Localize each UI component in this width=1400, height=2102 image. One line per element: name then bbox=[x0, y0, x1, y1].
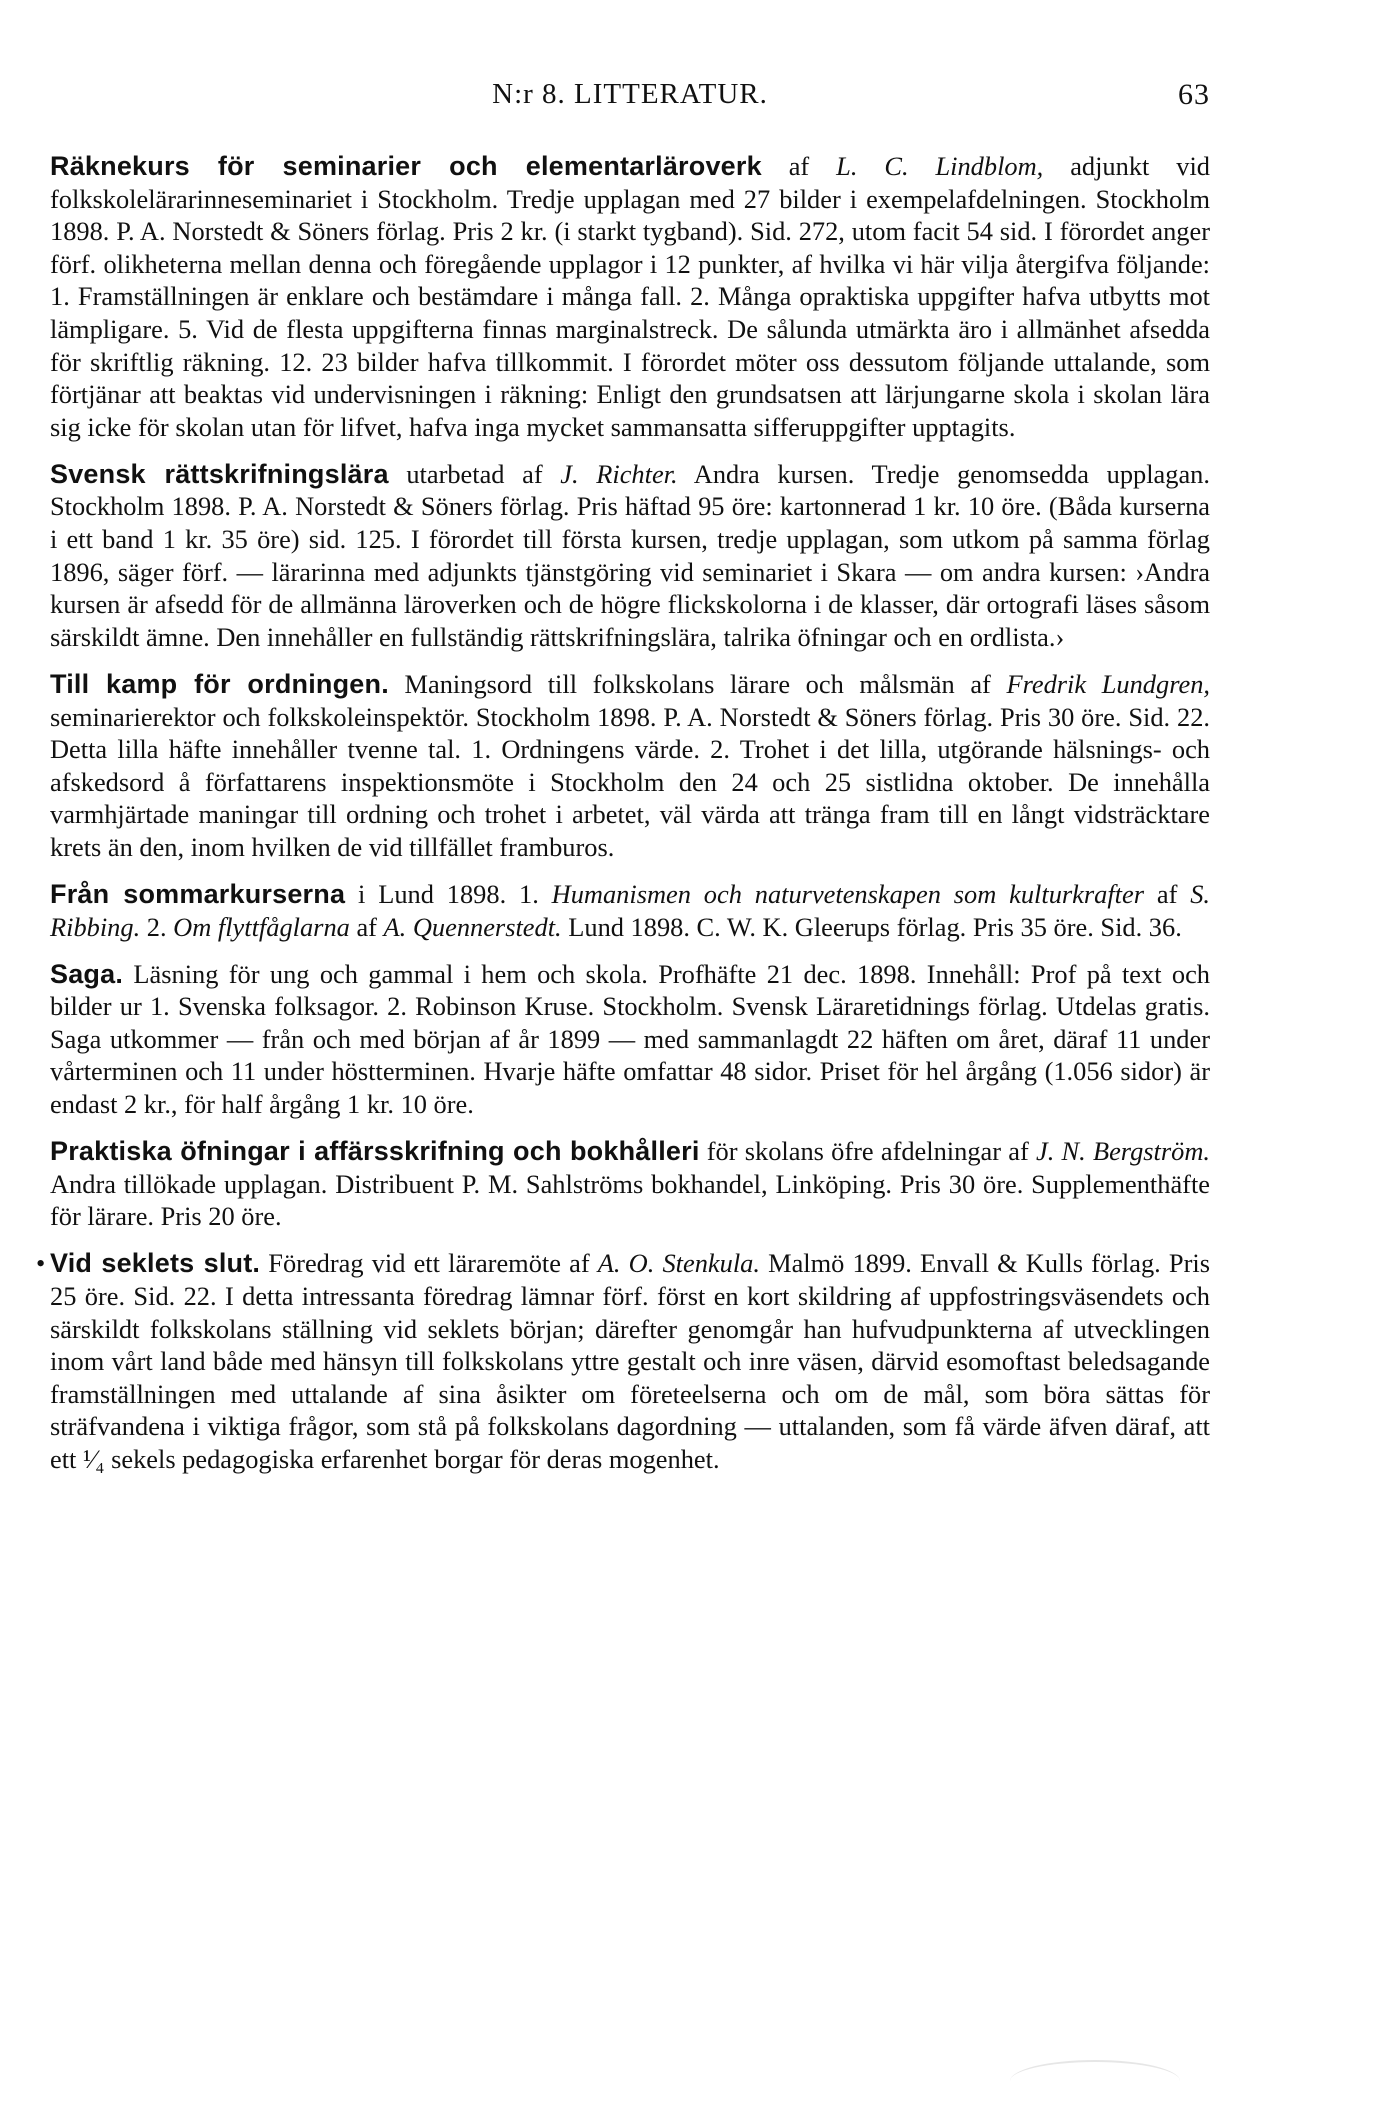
entry-italic-text: J. N. Bergström. bbox=[1035, 1136, 1210, 1167]
entry-title: Praktiska öfningar i affärsskrifning och bokhålleri bbox=[50, 1136, 700, 1167]
entry-text: Lund 1898. C. W. K. Gleerups förlag. Pris 35 öre. Sid. 36. bbox=[561, 911, 1182, 942]
entry-title: Till kamp för ordningen. bbox=[50, 668, 389, 699]
running-header bbox=[50, 78, 1210, 118]
entry-text: seminarierektor och folkskoleinspektör. Stockholm 1898. P. A. Norstedt & Söners förlag. Pris 30 öre. Sid. 22. Detta lilla häfte innehåller tvenne tal. 1. Ordningens värde. 2. Trohet i det lilla, utgörande hälsnings- och afskedsord å författarens inspektionsmöte i Stockholm den 24 och 25 sistlidna oktober. De innehålla varmhjärtade maningar till ordning och trohet i arbetet, väl värda att tränga fram till en långt vidsträcktare krets än den, inom hvilken de vid tillfället framburos. bbox=[50, 701, 1210, 862]
entry-text: Maningsord till folkskolans lärare och målsmän af bbox=[388, 668, 1007, 699]
entry-text: af bbox=[349, 911, 384, 942]
entry-text: adjunkt vid folkskolelärarinneseminariet i Stockholm. Tredje upplagan med 27 bilder i exempelafdelningen. Stockholm 1898. P. A. Norstedt & Söners förlag. Pris 2 kr. (i starkt tygband). Sid. 272, utom facit 54 sid. I förordet anger förf. olikheterna mellan denna och föregående upplagor i 12 punkter, af hvilka vi här vilja återgifva följande: 1. Framställningen är enklare och bestämdare i många fall. 2. Många opraktiska uppgifter hafva utbytts mot lämpligare. 5. Vid de flesta uppgifterna finnas marginalstreck. De sålunda utmärkta äro i allmänhet afsedda för skriftlig räkning. 12. 23 bilder hafva tillkommit. I förordet möter oss dessutom följande uttalande, som förtjänar att beaktas vid undervisningen i räkning: Enligt den grundsatsen att lärjungarne skola i skolan lära sig icke för skolan utan för lifvet, hafva inga mycket sammansatta sifferuppgifter upptagits. bbox=[50, 151, 1210, 442]
review-list bbox=[36, 150, 1211, 1490]
review-entry bbox=[50, 878, 1210, 943]
entry-title: Vid seklets slut. bbox=[50, 1248, 261, 1279]
entry-text: utarbetad af bbox=[388, 458, 561, 489]
entry-title: Saga. bbox=[50, 958, 124, 989]
review-entry bbox=[50, 150, 1210, 443]
entry-italic-text: Humanismen och naturvetenskapen som kulturkrafter bbox=[551, 878, 1144, 909]
entry-text: Läsning för ung och gammal i hem och skola. Profhäfte 21 dec. 1898. Innehåll: Prof på text och bilder ur 1. Svenska folksagor. 2. Robinson Kruse. Stockholm. Svensk Läraretidnings förlag. Utdelas gratis. Saga utkommer — från och med början af år 1899 — med sammanlagdt 22 häften om året, däraf 11 under vårterminen och 11 under höstterminen. Hvarje häfte omfattar 48 sidor. Priset för hel årgång (1.056 sidor) är endast 2 kr., för half årgång 1 kr. 10 öre. bbox=[50, 958, 1210, 1120]
entry-text: Föredrag vid ett läraremöte af bbox=[260, 1248, 598, 1279]
entry-italic-text: J. Richter. bbox=[560, 458, 678, 489]
entry-text: af bbox=[1144, 878, 1191, 909]
header-title: N:r 8. LITTERATUR. bbox=[492, 78, 768, 110]
page-corner-mark bbox=[1010, 2060, 1180, 2102]
review-entry bbox=[50, 458, 1210, 654]
entry-title: Räknekurs för seminarier och elementarläroverk bbox=[50, 151, 762, 181]
entry-text: i Lund 1898. 1. bbox=[345, 878, 552, 909]
entry-title: Från sommarkurserna bbox=[50, 878, 346, 909]
entry-text: 2. bbox=[140, 911, 174, 942]
entry-text: Andra tillökade upplagan. Distribuent P. M. Sahlströms bokhandel, Linköping. Pris 30 öre. Supplementhäfte för lärare. Pris 20 öre. bbox=[50, 1168, 1210, 1232]
review-entry bbox=[50, 958, 1210, 1121]
entry-text: för skolans öfre afdelningar af bbox=[699, 1136, 1036, 1167]
entry-text: Malmö 1899. Envall & Kulls förlag. Pris 25 öre. Sid. 22. I detta intressanta föredrag lämnar förf. först en kort skildring af uppfostringsväsendets och särskildt folkskolans ställning vid seklets början; därefter genomgår han hufvudpunkterna af utvecklingen inom vårt land både med hänsyn till folkskolans yttre gestalt och inre väsen, därvid esomoftast beledsagande framställningen med uttalande af sina åsikter om företeelserna och om de mål, som böra sättas för sträfvandena i viktiga frågor, som stå på folkskolans dagordning — uttalanden, som få värde äfven däraf, att ett ¹⁄₄ sekels pedagogiska erfarenhet borgar för deras mogenhet. bbox=[50, 1248, 1210, 1474]
entry-text: af bbox=[761, 151, 837, 181]
review-entry: • Vid seklets slut. Föredrag vid ett läraremöte af A. O. Stenkula. Malmö 1899. Envall & Kulls förlag. Pris 25 öre. Sid. 22. I detta intressanta föredrag lämnar förf. först en kort skildring af uppfostringsväsendets och särskildt folkskolans ställning vid seklets början; därefter genomgår han hufvudpunkterna af utvecklingen inom vårt land både med hänsyn till folkskolans yttre gestalt och inre väsen, därvid esomoftast beledsagande framställningen med uttalande af sina åsikter om företeelserna och om de mål, som böra sättas för sträfvandena i viktiga frågor, som stå på folkskolans dagordning — uttalanden, som få värde äfven däraf, att ett ¹⁄₄ sekels pedagogiska erfarenhet borgar för deras mogenhet. bbox=[36, 1248, 1210, 1474]
journal-page bbox=[36, 0, 1211, 2090]
page-number: 63 bbox=[1178, 78, 1210, 111]
entry-italic-text: L. C. Lindblom, bbox=[836, 151, 1044, 181]
entry-italic-text: S. Ribbing. bbox=[50, 878, 1211, 942]
entry-text: Andra kursen. Tredje genomsedda upplagan. Stockholm 1898. P. A. Norstedt & Söners förlag. Pris häftad 95 öre: kartonnerad 1 kr. 10 öre. (Båda kurserna i ett band 1 kr. 35 öre) sid. 125. I förordet till första kursen, tredje upplagan, som utkom på samma förlag 1896, säger förf. — lärarinna med adjunkts tjänstgöring vid seminariet i Skara — om andra kursen: ›Andra kursen är afsedd för de allmänna läroverken och de högre flickskolorna i de klasser, där ortografi läses såsom särskildt ämne. Den innehåller en fullständig rättskrifningslära, talrika öfningar och en ordlista.› bbox=[50, 458, 1210, 652]
entry-italic-text: Om flyttfåglarna bbox=[173, 911, 350, 942]
review-entry bbox=[50, 668, 1210, 864]
entry-italic-text: A. Quennerstedt. bbox=[383, 911, 562, 942]
entry-italic-text: Fredrik Lundgren, bbox=[1006, 668, 1210, 699]
entry-title: Svensk rättskrifningslära bbox=[50, 458, 389, 489]
entry-italic-text: A. O. Stenkula. bbox=[597, 1248, 760, 1279]
review-entry bbox=[50, 1135, 1210, 1233]
